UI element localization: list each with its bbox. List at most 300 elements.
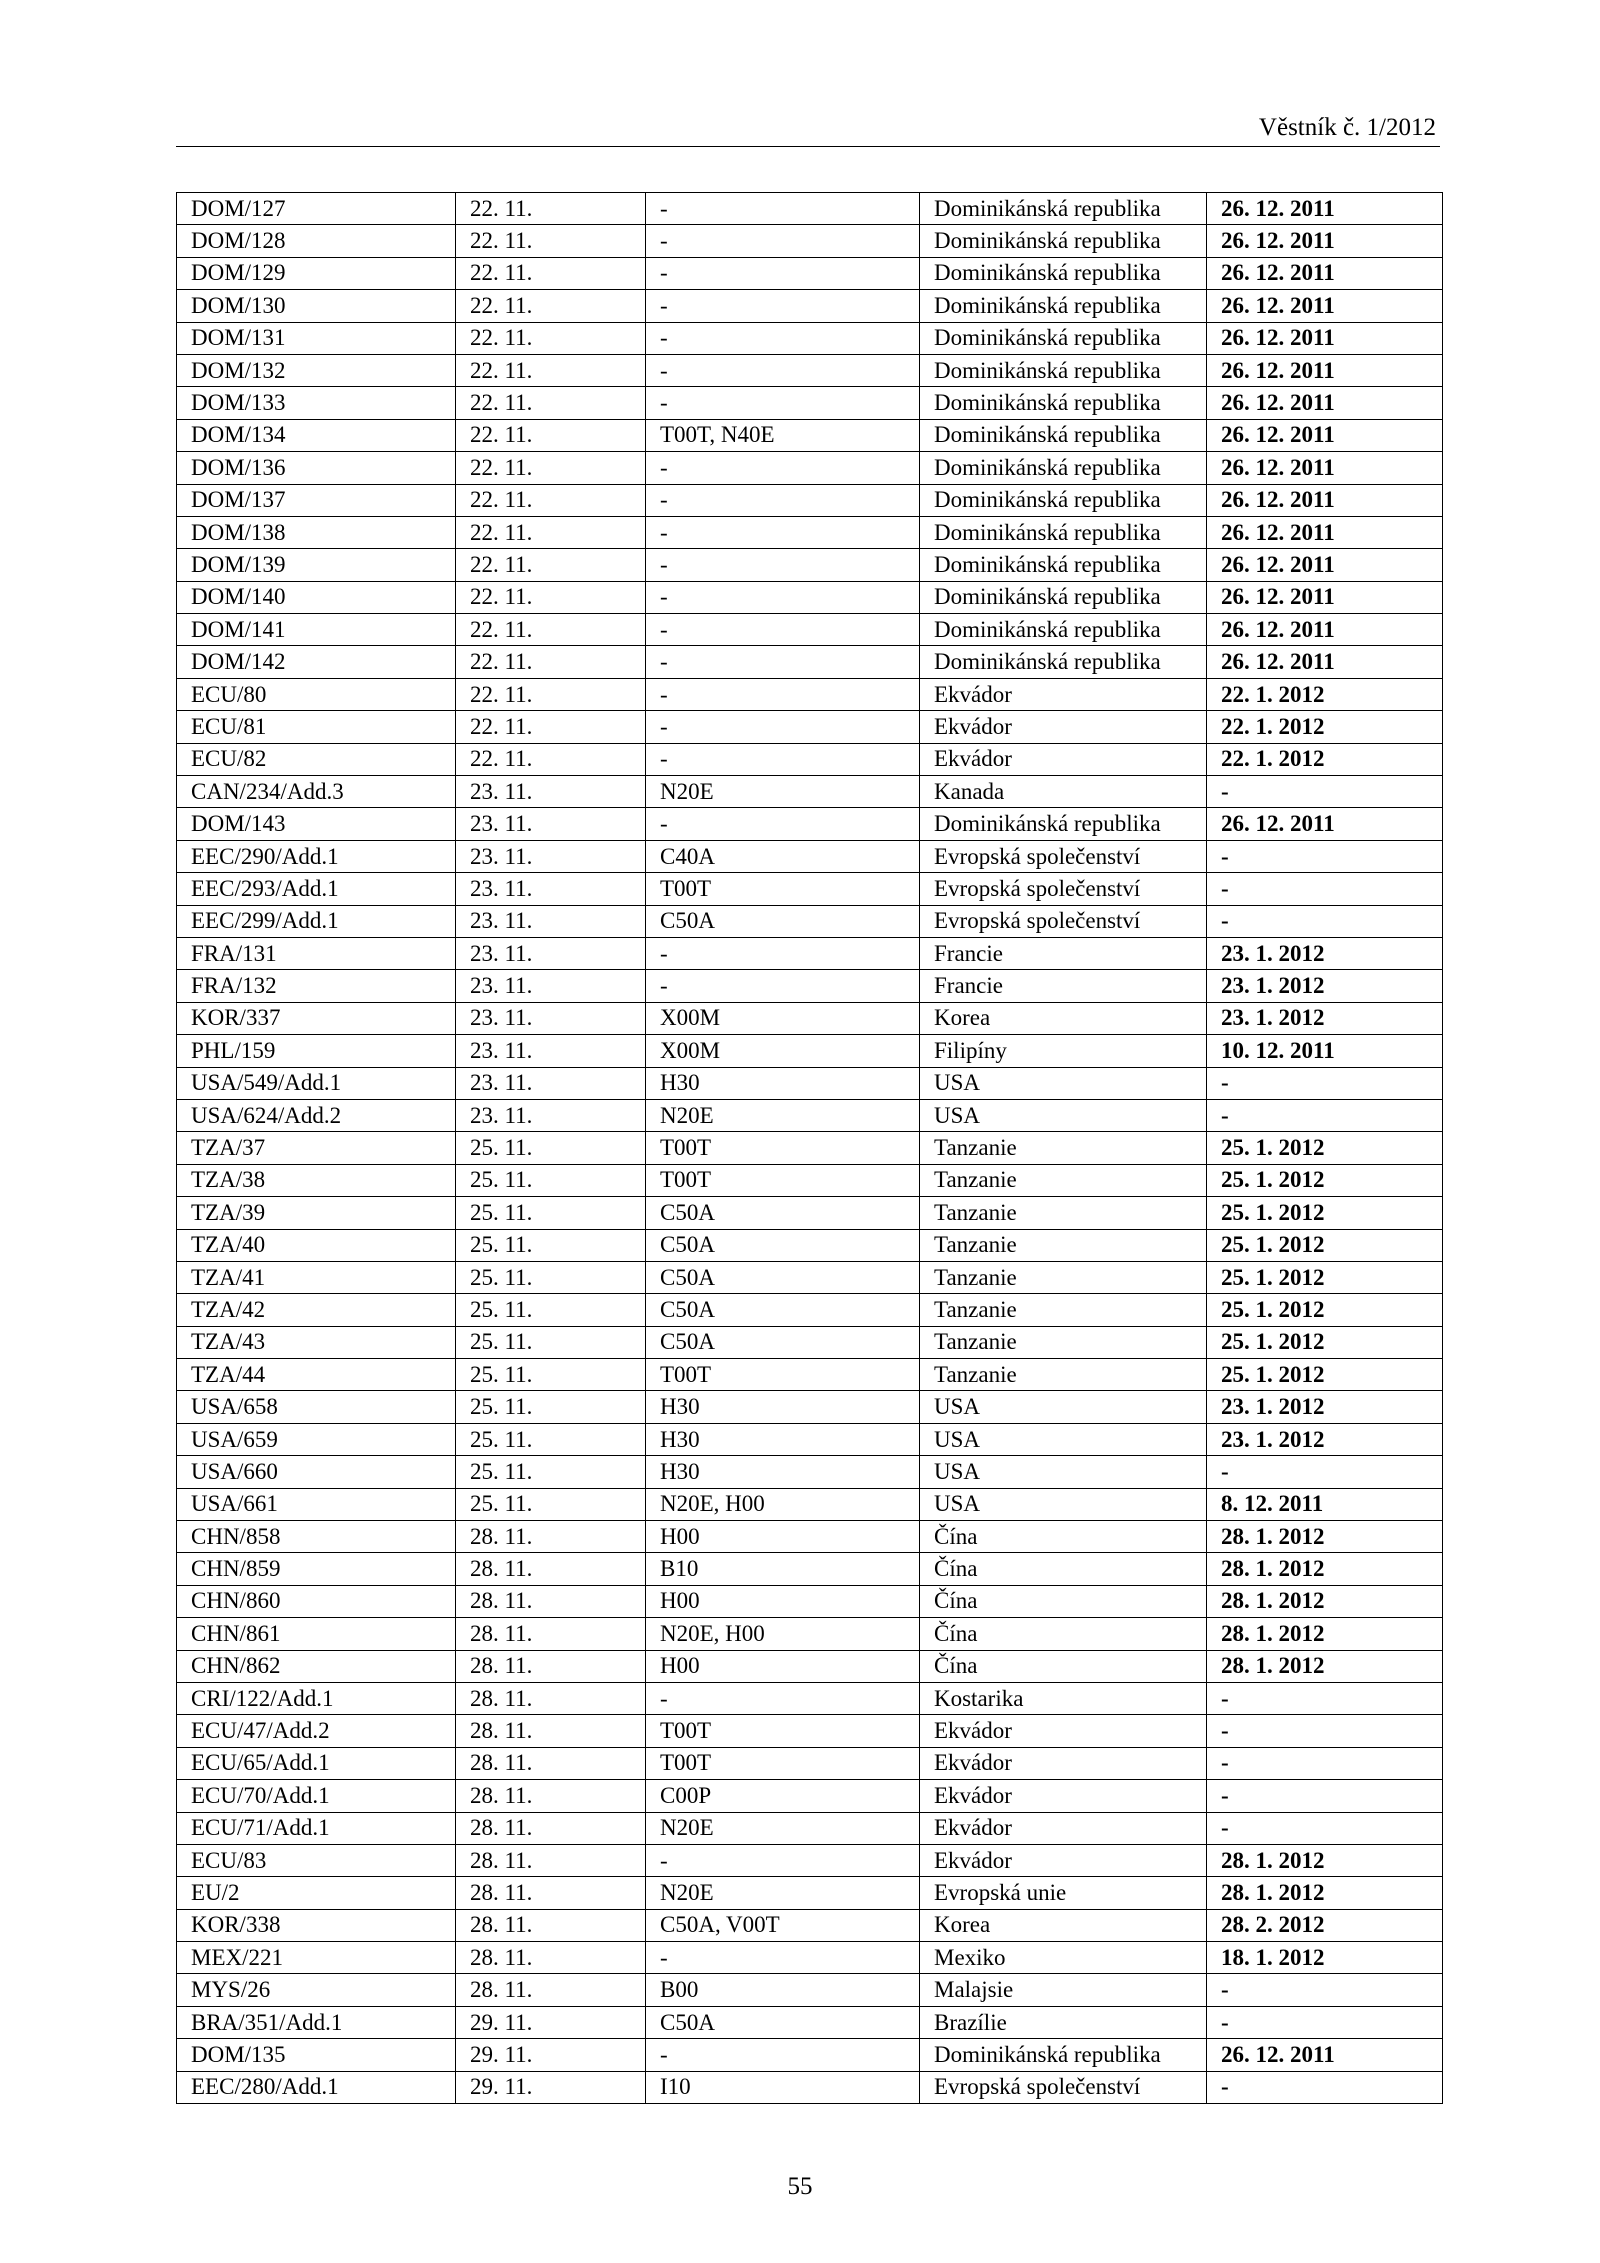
cell-notification-date: 22. 11.: [456, 290, 646, 322]
cell-country: Dominikánská republika: [920, 387, 1207, 419]
cell-document-code: CAN/234/Add.3: [177, 776, 456, 808]
table-row: [177, 549, 1443, 581]
table-row: [177, 1391, 1443, 1423]
cell-deadline-date: 26. 12. 2011: [1207, 581, 1443, 613]
cell-deadline-date: 28. 1. 2012: [1207, 1521, 1443, 1553]
table-row: [177, 1294, 1443, 1326]
cell-document-code: EEC/293/Add.1: [177, 873, 456, 905]
cell-ics-code: C50A: [646, 2006, 920, 2038]
table-row: [177, 2006, 1443, 2038]
cell-deadline-date: 28. 1. 2012: [1207, 1618, 1443, 1650]
table-row: [177, 1780, 1443, 1812]
cell-notification-date: 22. 11.: [456, 193, 646, 225]
cell-ics-code: C50A: [646, 905, 920, 937]
cell-deadline-date: 26. 12. 2011: [1207, 290, 1443, 322]
cell-ics-code: X00M: [646, 1035, 920, 1067]
table-row: [177, 1132, 1443, 1164]
cell-deadline-date: -: [1207, 840, 1443, 872]
table-row: [177, 2071, 1443, 2103]
cell-document-code: USA/660: [177, 1456, 456, 1488]
cell-deadline-date: -: [1207, 2071, 1443, 2103]
notification-table: [176, 192, 1443, 2104]
cell-notification-date: 23. 11.: [456, 937, 646, 969]
cell-document-code: ECU/65/Add.1: [177, 1747, 456, 1779]
cell-deadline-date: 25. 1. 2012: [1207, 1261, 1443, 1293]
cell-country: USA: [920, 1456, 1207, 1488]
cell-country: Čína: [920, 1553, 1207, 1585]
table-row: [177, 840, 1443, 872]
cell-country: Dominikánská republika: [920, 322, 1207, 354]
cell-notification-date: 29. 11.: [456, 2006, 646, 2038]
cell-ics-code: -: [646, 516, 920, 548]
cell-country: Dominikánská republika: [920, 257, 1207, 289]
cell-document-code: ECU/80: [177, 678, 456, 710]
cell-country: Ekvádor: [920, 743, 1207, 775]
cell-deadline-date: 28. 1. 2012: [1207, 1844, 1443, 1876]
cell-ics-code: -: [646, 484, 920, 516]
cell-country: Dominikánská republika: [920, 614, 1207, 646]
cell-document-code: CHN/861: [177, 1618, 456, 1650]
cell-document-code: KOR/338: [177, 1909, 456, 1941]
cell-notification-date: 28. 11.: [456, 1812, 646, 1844]
cell-document-code: TZA/42: [177, 1294, 456, 1326]
cell-country: Dominikánská republika: [920, 808, 1207, 840]
cell-country: Mexiko: [920, 1942, 1207, 1974]
cell-ics-code: H30: [646, 1423, 920, 1455]
cell-deadline-date: 26. 12. 2011: [1207, 484, 1443, 516]
cell-ics-code: -: [646, 1942, 920, 1974]
table-row: [177, 646, 1443, 678]
table-row: [177, 225, 1443, 257]
cell-ics-code: -: [646, 257, 920, 289]
table-row: [177, 614, 1443, 646]
cell-document-code: USA/624/Add.2: [177, 1099, 456, 1131]
cell-document-code: USA/661: [177, 1488, 456, 1520]
cell-ics-code: C50A: [646, 1229, 920, 1261]
cell-country: Tanzanie: [920, 1326, 1207, 1358]
cell-country: Evropská společenství: [920, 905, 1207, 937]
cell-country: Filipíny: [920, 1035, 1207, 1067]
cell-ics-code: -: [646, 808, 920, 840]
cell-deadline-date: 18. 1. 2012: [1207, 1942, 1443, 1974]
page-number: 55: [787, 2173, 813, 2200]
cell-notification-date: 28. 11.: [456, 1780, 646, 1812]
cell-document-code: EEC/290/Add.1: [177, 840, 456, 872]
cell-document-code: ECU/83: [177, 1844, 456, 1876]
cell-document-code: ECU/70/Add.1: [177, 1780, 456, 1812]
table-row: [177, 322, 1443, 354]
cell-deadline-date: 23. 1. 2012: [1207, 1391, 1443, 1423]
cell-deadline-date: 22. 1. 2012: [1207, 743, 1443, 775]
cell-document-code: DOM/143: [177, 808, 456, 840]
cell-deadline-date: 26. 12. 2011: [1207, 322, 1443, 354]
cell-country: Dominikánská republika: [920, 549, 1207, 581]
cell-deadline-date: 26. 12. 2011: [1207, 614, 1443, 646]
cell-ics-code: C00P: [646, 1780, 920, 1812]
cell-document-code: ECU/71/Add.1: [177, 1812, 456, 1844]
cell-country: Dominikánská republika: [920, 225, 1207, 257]
cell-notification-date: 22. 11.: [456, 711, 646, 743]
table-row: [177, 1521, 1443, 1553]
cell-deadline-date: -: [1207, 1067, 1443, 1099]
cell-document-code: KOR/337: [177, 1002, 456, 1034]
cell-ics-code: H00: [646, 1650, 920, 1682]
table-row: [177, 1585, 1443, 1617]
cell-notification-date: 28. 11.: [456, 1715, 646, 1747]
cell-notification-date: 23. 11.: [456, 1099, 646, 1131]
cell-document-code: DOM/135: [177, 2039, 456, 2071]
cell-notification-date: 22. 11.: [456, 646, 646, 678]
table-row: [177, 1197, 1443, 1229]
cell-deadline-date: 25. 1. 2012: [1207, 1132, 1443, 1164]
cell-notification-date: 28. 11.: [456, 1682, 646, 1714]
cell-deadline-date: -: [1207, 1456, 1443, 1488]
table-row: [177, 1035, 1443, 1067]
cell-country: Dominikánská republika: [920, 290, 1207, 322]
cell-document-code: PHL/159: [177, 1035, 456, 1067]
cell-country: Čína: [920, 1650, 1207, 1682]
cell-country: Dominikánská republika: [920, 419, 1207, 451]
cell-notification-date: 28. 11.: [456, 1650, 646, 1682]
cell-country: Dominikánská republika: [920, 193, 1207, 225]
cell-document-code: EU/2: [177, 1877, 456, 1909]
cell-document-code: DOM/132: [177, 354, 456, 386]
table-body: [177, 193, 1443, 2104]
cell-ics-code: T00T: [646, 873, 920, 905]
cell-country: Kanada: [920, 776, 1207, 808]
cell-ics-code: T00T: [646, 1715, 920, 1747]
cell-document-code: ECU/47/Add.2: [177, 1715, 456, 1747]
cell-country: Tanzanie: [920, 1164, 1207, 1196]
table-row: [177, 484, 1443, 516]
table-row: [177, 2039, 1443, 2071]
cell-document-code: DOM/130: [177, 290, 456, 322]
cell-ics-code: H00: [646, 1585, 920, 1617]
cell-deadline-date: -: [1207, 905, 1443, 937]
cell-country: Korea: [920, 1909, 1207, 1941]
cell-deadline-date: -: [1207, 1780, 1443, 1812]
table-row: [177, 1682, 1443, 1714]
cell-notification-date: 23. 11.: [456, 808, 646, 840]
cell-document-code: TZA/40: [177, 1229, 456, 1261]
page-header: [176, 113, 1440, 147]
cell-ics-code: C50A, V00T: [646, 1909, 920, 1941]
cell-notification-date: 22. 11.: [456, 419, 646, 451]
cell-ics-code: C50A: [646, 1326, 920, 1358]
cell-ics-code: -: [646, 646, 920, 678]
cell-notification-date: 28. 11.: [456, 1553, 646, 1585]
cell-deadline-date: 22. 1. 2012: [1207, 711, 1443, 743]
cell-document-code: FRA/131: [177, 937, 456, 969]
cell-ics-code: N20E: [646, 1099, 920, 1131]
table-row: [177, 1974, 1443, 2006]
cell-deadline-date: 26. 12. 2011: [1207, 452, 1443, 484]
table-row: [177, 1326, 1443, 1358]
cell-notification-date: 25. 11.: [456, 1261, 646, 1293]
table-row: [177, 1618, 1443, 1650]
cell-country: Francie: [920, 970, 1207, 1002]
cell-ics-code: -: [646, 1682, 920, 1714]
cell-document-code: ECU/81: [177, 711, 456, 743]
cell-ics-code: N20E: [646, 776, 920, 808]
cell-country: Dominikánská republika: [920, 452, 1207, 484]
cell-deadline-date: 26. 12. 2011: [1207, 225, 1443, 257]
cell-document-code: MEX/221: [177, 1942, 456, 1974]
cell-deadline-date: 25. 1. 2012: [1207, 1229, 1443, 1261]
table-row: [177, 1909, 1443, 1941]
cell-document-code: DOM/138: [177, 516, 456, 548]
cell-notification-date: 22. 11.: [456, 484, 646, 516]
cell-notification-date: 22. 11.: [456, 614, 646, 646]
cell-document-code: TZA/41: [177, 1261, 456, 1293]
cell-ics-code: -: [646, 193, 920, 225]
cell-ics-code: H30: [646, 1067, 920, 1099]
cell-deadline-date: 25. 1. 2012: [1207, 1197, 1443, 1229]
table-row: [177, 1261, 1443, 1293]
cell-ics-code: -: [646, 678, 920, 710]
cell-notification-date: 23. 11.: [456, 873, 646, 905]
cell-notification-date: 22. 11.: [456, 387, 646, 419]
cell-document-code: CHN/860: [177, 1585, 456, 1617]
cell-deadline-date: 26. 12. 2011: [1207, 2039, 1443, 2071]
cell-notification-date: 22. 11.: [456, 516, 646, 548]
cell-country: Ekvádor: [920, 1715, 1207, 1747]
cell-ics-code: H30: [646, 1456, 920, 1488]
cell-country: USA: [920, 1391, 1207, 1423]
cell-document-code: CHN/859: [177, 1553, 456, 1585]
cell-deadline-date: -: [1207, 1812, 1443, 1844]
cell-ics-code: C50A: [646, 1261, 920, 1293]
cell-deadline-date: 28. 1. 2012: [1207, 1553, 1443, 1585]
cell-document-code: ECU/82: [177, 743, 456, 775]
table-row: [177, 678, 1443, 710]
cell-country: Tanzanie: [920, 1229, 1207, 1261]
cell-deadline-date: -: [1207, 873, 1443, 905]
cell-document-code: DOM/141: [177, 614, 456, 646]
cell-notification-date: 23. 11.: [456, 840, 646, 872]
cell-country: Tanzanie: [920, 1132, 1207, 1164]
cell-ics-code: T00T: [646, 1747, 920, 1779]
cell-document-code: MYS/26: [177, 1974, 456, 2006]
cell-document-code: DOM/128: [177, 225, 456, 257]
cell-deadline-date: 10. 12. 2011: [1207, 1035, 1443, 1067]
cell-notification-date: 28. 11.: [456, 1909, 646, 1941]
cell-ics-code: -: [646, 711, 920, 743]
cell-notification-date: 25. 11.: [456, 1229, 646, 1261]
cell-notification-date: 25. 11.: [456, 1326, 646, 1358]
cell-document-code: DOM/134: [177, 419, 456, 451]
table-row: [177, 419, 1443, 451]
cell-country: Tanzanie: [920, 1261, 1207, 1293]
cell-document-code: TZA/37: [177, 1132, 456, 1164]
cell-country: Čína: [920, 1521, 1207, 1553]
table-row: [177, 1844, 1443, 1876]
cell-ics-code: C50A: [646, 1197, 920, 1229]
cell-country: Evropská společenství: [920, 2071, 1207, 2103]
cell-ics-code: -: [646, 2039, 920, 2071]
cell-deadline-date: 26. 12. 2011: [1207, 387, 1443, 419]
cell-ics-code: N20E: [646, 1877, 920, 1909]
table-row: [177, 516, 1443, 548]
cell-notification-date: 22. 11.: [456, 225, 646, 257]
cell-deadline-date: 26. 12. 2011: [1207, 646, 1443, 678]
cell-deadline-date: 26. 12. 2011: [1207, 419, 1443, 451]
cell-notification-date: 28. 11.: [456, 1877, 646, 1909]
cell-country: Dominikánská republika: [920, 581, 1207, 613]
table-row: [177, 970, 1443, 1002]
table-row: [177, 937, 1443, 969]
table-row: [177, 1650, 1443, 1682]
cell-notification-date: 23. 11.: [456, 776, 646, 808]
cell-document-code: EEC/299/Add.1: [177, 905, 456, 937]
cell-document-code: TZA/39: [177, 1197, 456, 1229]
cell-notification-date: 22. 11.: [456, 257, 646, 289]
cell-notification-date: 22. 11.: [456, 549, 646, 581]
cell-document-code: DOM/127: [177, 193, 456, 225]
cell-notification-date: 25. 11.: [456, 1423, 646, 1455]
table-row: [177, 776, 1443, 808]
cell-ics-code: B10: [646, 1553, 920, 1585]
cell-country: Malajsie: [920, 1974, 1207, 2006]
cell-notification-date: 28. 11.: [456, 1618, 646, 1650]
cell-country: Ekvádor: [920, 711, 1207, 743]
cell-country: USA: [920, 1423, 1207, 1455]
cell-notification-date: 23. 11.: [456, 1035, 646, 1067]
cell-document-code: CRI/122/Add.1: [177, 1682, 456, 1714]
cell-country: Ekvádor: [920, 1812, 1207, 1844]
cell-ics-code: -: [646, 452, 920, 484]
table-row: [177, 1942, 1443, 1974]
cell-ics-code: -: [646, 743, 920, 775]
cell-document-code: FRA/132: [177, 970, 456, 1002]
table-row: [177, 290, 1443, 322]
cell-document-code: CHN/862: [177, 1650, 456, 1682]
cell-country: Dominikánská republika: [920, 516, 1207, 548]
table-row: [177, 743, 1443, 775]
cell-deadline-date: 25. 1. 2012: [1207, 1294, 1443, 1326]
cell-deadline-date: 28. 1. 2012: [1207, 1585, 1443, 1617]
cell-deadline-date: 23. 1. 2012: [1207, 937, 1443, 969]
cell-ics-code: -: [646, 970, 920, 1002]
cell-country: Dominikánská republika: [920, 2039, 1207, 2071]
cell-ics-code: -: [646, 322, 920, 354]
cell-document-code: DOM/139: [177, 549, 456, 581]
table-row: [177, 1164, 1443, 1196]
cell-deadline-date: -: [1207, 1682, 1443, 1714]
cell-deadline-date: 22. 1. 2012: [1207, 678, 1443, 710]
cell-country: Tanzanie: [920, 1294, 1207, 1326]
cell-ics-code: T00T: [646, 1359, 920, 1391]
cell-ics-code: N20E, H00: [646, 1488, 920, 1520]
cell-document-code: EEC/280/Add.1: [177, 2071, 456, 2103]
cell-ics-code: T00T: [646, 1164, 920, 1196]
cell-ics-code: -: [646, 225, 920, 257]
cell-notification-date: 23. 11.: [456, 970, 646, 1002]
cell-deadline-date: 8. 12. 2011: [1207, 1488, 1443, 1520]
cell-ics-code: T00T: [646, 1132, 920, 1164]
table-row: [177, 1099, 1443, 1131]
cell-country: USA: [920, 1067, 1207, 1099]
cell-country: Tanzanie: [920, 1359, 1207, 1391]
cell-deadline-date: 26. 12. 2011: [1207, 354, 1443, 386]
cell-notification-date: 29. 11.: [456, 2039, 646, 2071]
cell-country: Ekvádor: [920, 1844, 1207, 1876]
table-row: [177, 1229, 1443, 1261]
cell-document-code: DOM/142: [177, 646, 456, 678]
cell-notification-date: 25. 11.: [456, 1391, 646, 1423]
cell-ics-code: -: [646, 387, 920, 419]
cell-deadline-date: 23. 1. 2012: [1207, 970, 1443, 1002]
cell-notification-date: 25. 11.: [456, 1197, 646, 1229]
cell-document-code: TZA/43: [177, 1326, 456, 1358]
cell-notification-date: 28. 11.: [456, 1747, 646, 1779]
cell-notification-date: 23. 11.: [456, 905, 646, 937]
cell-ics-code: -: [646, 937, 920, 969]
table-row: [177, 1747, 1443, 1779]
cell-notification-date: 22. 11.: [456, 678, 646, 710]
cell-country: Evropská společenství: [920, 873, 1207, 905]
table-row: [177, 193, 1443, 225]
table-row: [177, 1423, 1443, 1455]
cell-deadline-date: 26. 12. 2011: [1207, 808, 1443, 840]
cell-notification-date: 23. 11.: [456, 1002, 646, 1034]
table-row: [177, 1812, 1443, 1844]
cell-notification-date: 25. 11.: [456, 1132, 646, 1164]
cell-notification-date: 22. 11.: [456, 322, 646, 354]
cell-notification-date: 25. 11.: [456, 1294, 646, 1326]
cell-ics-code: -: [646, 354, 920, 386]
cell-ics-code: -: [646, 549, 920, 581]
cell-country: Dominikánská republika: [920, 646, 1207, 678]
table-row: [177, 452, 1443, 484]
cell-country: USA: [920, 1099, 1207, 1131]
table-row: [177, 257, 1443, 289]
cell-deadline-date: 26. 12. 2011: [1207, 193, 1443, 225]
cell-deadline-date: 26. 12. 2011: [1207, 516, 1443, 548]
cell-country: Čína: [920, 1618, 1207, 1650]
cell-country: Dominikánská republika: [920, 354, 1207, 386]
cell-document-code: DOM/129: [177, 257, 456, 289]
cell-country: Ekvádor: [920, 1747, 1207, 1779]
table-row: [177, 1067, 1443, 1099]
cell-notification-date: 25. 11.: [456, 1359, 646, 1391]
cell-country: USA: [920, 1488, 1207, 1520]
cell-country: Evropská unie: [920, 1877, 1207, 1909]
cell-ics-code: C50A: [646, 1294, 920, 1326]
table-row: [177, 387, 1443, 419]
cell-deadline-date: 28. 1. 2012: [1207, 1877, 1443, 1909]
cell-ics-code: -: [646, 614, 920, 646]
cell-deadline-date: 25. 1. 2012: [1207, 1326, 1443, 1358]
table-row: [177, 1715, 1443, 1747]
table-row: [177, 1488, 1443, 1520]
table-row: [177, 1553, 1443, 1585]
cell-country: Korea: [920, 1002, 1207, 1034]
cell-deadline-date: -: [1207, 1974, 1443, 2006]
cell-ics-code: N20E, H00: [646, 1618, 920, 1650]
cell-country: Evropská společenství: [920, 840, 1207, 872]
cell-ics-code: H30: [646, 1391, 920, 1423]
cell-deadline-date: 25. 1. 2012: [1207, 1359, 1443, 1391]
cell-notification-date: 22. 11.: [456, 354, 646, 386]
cell-deadline-date: 28. 2. 2012: [1207, 1909, 1443, 1941]
cell-notification-date: 28. 11.: [456, 1974, 646, 2006]
cell-ics-code: T00T, N40E: [646, 419, 920, 451]
cell-ics-code: H00: [646, 1521, 920, 1553]
cell-document-code: USA/659: [177, 1423, 456, 1455]
cell-ics-code: -: [646, 290, 920, 322]
cell-country: Čína: [920, 1585, 1207, 1617]
